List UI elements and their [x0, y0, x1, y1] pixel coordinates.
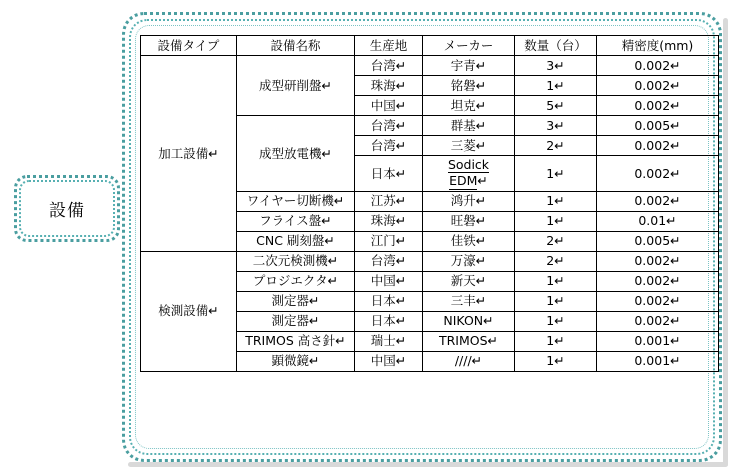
cell-maker: 万濠↵ — [423, 251, 515, 271]
table-row — [141, 251, 719, 271]
cell-maker: 佳铁↵ — [423, 231, 515, 251]
cell-origin: 中国↵ — [355, 271, 423, 291]
cell-equipment-name: 二次元検測機↵ — [237, 251, 355, 271]
cell-precision: 0.002↵ — [597, 271, 719, 291]
maker-underlined-part: Sodick — [447, 157, 490, 172]
cell-equipment-name: CNC 刷刻盤↵ — [237, 231, 355, 251]
cell-precision: 0.002↵ — [597, 251, 719, 271]
cell-origin: 珠海↵ — [355, 76, 423, 96]
cell-origin: 江苏↵ — [355, 191, 423, 211]
cell-precision: 0.001↵ — [597, 351, 719, 371]
cell-maker: 宇青↵ — [423, 56, 515, 76]
cell-equipment-name: ワイヤー切断機↵ — [237, 191, 355, 211]
cell-maker: 旺磐↵ — [423, 211, 515, 231]
label-box-inner — [19, 180, 115, 237]
cell-maker: 鸿升↵ — [423, 191, 515, 211]
cell-equipment-name: 顕微鏡↵ — [237, 351, 355, 371]
cell-origin: 台湾↵ — [355, 56, 423, 76]
cell-equipment-name: 測定器↵ — [237, 311, 355, 331]
cell-quantity: 1↵ — [515, 211, 597, 231]
cell-maker: 三菱↵ — [423, 136, 515, 156]
cell-quantity: 1↵ — [515, 311, 597, 331]
cell-equipment-name: TRIMOS 高さ針↵ — [237, 331, 355, 351]
col-header-type: 設備タイプ — [141, 36, 237, 56]
cell-precision: 0.005↵ — [597, 231, 719, 251]
table-row — [141, 56, 719, 76]
cell-maker: 铭磐↵ — [423, 76, 515, 96]
col-header-quantity: 数量（台） — [515, 36, 597, 56]
cell-precision: 0.002↵ — [597, 96, 719, 116]
cell-maker: TRIMOS↵ — [423, 331, 515, 351]
table-header — [141, 36, 719, 56]
cell-quantity: 1↵ — [515, 331, 597, 351]
cell-quantity: 1↵ — [515, 191, 597, 211]
col-header-origin: 生産地 — [355, 36, 423, 56]
cell-origin: 瑞士↵ — [355, 331, 423, 351]
cell-quantity: 1↵ — [515, 271, 597, 291]
cell-origin: 中国↵ — [355, 96, 423, 116]
cell-equipment-name: 測定器↵ — [237, 291, 355, 311]
equipment-table — [140, 35, 719, 372]
cell-precision: 0.002↵ — [597, 156, 719, 192]
pilcrow: ↵ — [477, 173, 488, 189]
cell-quantity: 2↵ — [515, 251, 597, 271]
col-header-name: 設備名称 — [237, 36, 355, 56]
cell-maker: 新天↵ — [423, 271, 515, 291]
cell-quantity: 1↵ — [515, 351, 597, 371]
cell-precision: 0.002↵ — [597, 191, 719, 211]
cell-maker: 坦克↵ — [423, 96, 515, 116]
cell-quantity: 5↵ — [515, 96, 597, 116]
cell-maker — [423, 156, 515, 192]
cell-origin: 台湾↵ — [355, 251, 423, 271]
cell-equipment-name: 成型放電機↵ — [237, 116, 355, 192]
cell-maker: NIKON↵ — [423, 311, 515, 331]
cell-equipment-name: 成型研削盤↵ — [237, 56, 355, 116]
table-body — [141, 56, 719, 372]
main-box-shadow-right — [723, 18, 728, 467]
cell-origin: 日本↵ — [355, 291, 423, 311]
cell-origin: 中国↵ — [355, 351, 423, 371]
maker-underlined-part: EDM — [449, 173, 478, 189]
cell-quantity: 2↵ — [515, 136, 597, 156]
table-header-row — [141, 36, 719, 56]
col-header-maker: メーカー — [423, 36, 515, 56]
label-text: 設備 — [49, 201, 85, 221]
equipment-table-wrap — [140, 35, 718, 440]
main-box-shadow-bottom — [128, 462, 728, 467]
cell-quantity: 1↵ — [515, 156, 597, 192]
cell-precision: 0.005↵ — [597, 116, 719, 136]
cell-quantity: 3↵ — [515, 56, 597, 76]
cell-maker: ////↵ — [423, 351, 515, 371]
cell-quantity: 1↵ — [515, 76, 597, 96]
cell-maker: 三丰↵ — [423, 291, 515, 311]
cell-origin: 江门↵ — [355, 231, 423, 251]
cell-precision: 0.002↵ — [597, 291, 719, 311]
cell-equipment-type: 検測設備↵ — [141, 251, 237, 371]
cell-precision: 0.002↵ — [597, 56, 719, 76]
cell-quantity: 3↵ — [515, 116, 597, 136]
cell-equipment-type: 加工設備↵ — [141, 56, 237, 252]
cell-precision: 0.01↵ — [597, 211, 719, 231]
cell-precision: 0.002↵ — [597, 136, 719, 156]
cell-quantity: 1↵ — [515, 291, 597, 311]
cell-equipment-name: プロジエクタ↵ — [237, 271, 355, 291]
cell-origin: 珠海↵ — [355, 211, 423, 231]
cell-precision: 0.002↵ — [597, 76, 719, 96]
cell-origin: 日本↵ — [355, 156, 423, 192]
cell-precision: 0.001↵ — [597, 331, 719, 351]
cell-origin: 台湾↵ — [355, 136, 423, 156]
cell-quantity: 2↵ — [515, 231, 597, 251]
cell-origin: 日本↵ — [355, 311, 423, 331]
cell-equipment-name: フライス盤↵ — [237, 211, 355, 231]
cell-precision: 0.002↵ — [597, 311, 719, 331]
cell-maker: 群基↵ — [423, 116, 515, 136]
cell-origin: 台湾↵ — [355, 116, 423, 136]
col-header-precision: 精密度(mm) — [597, 36, 719, 56]
